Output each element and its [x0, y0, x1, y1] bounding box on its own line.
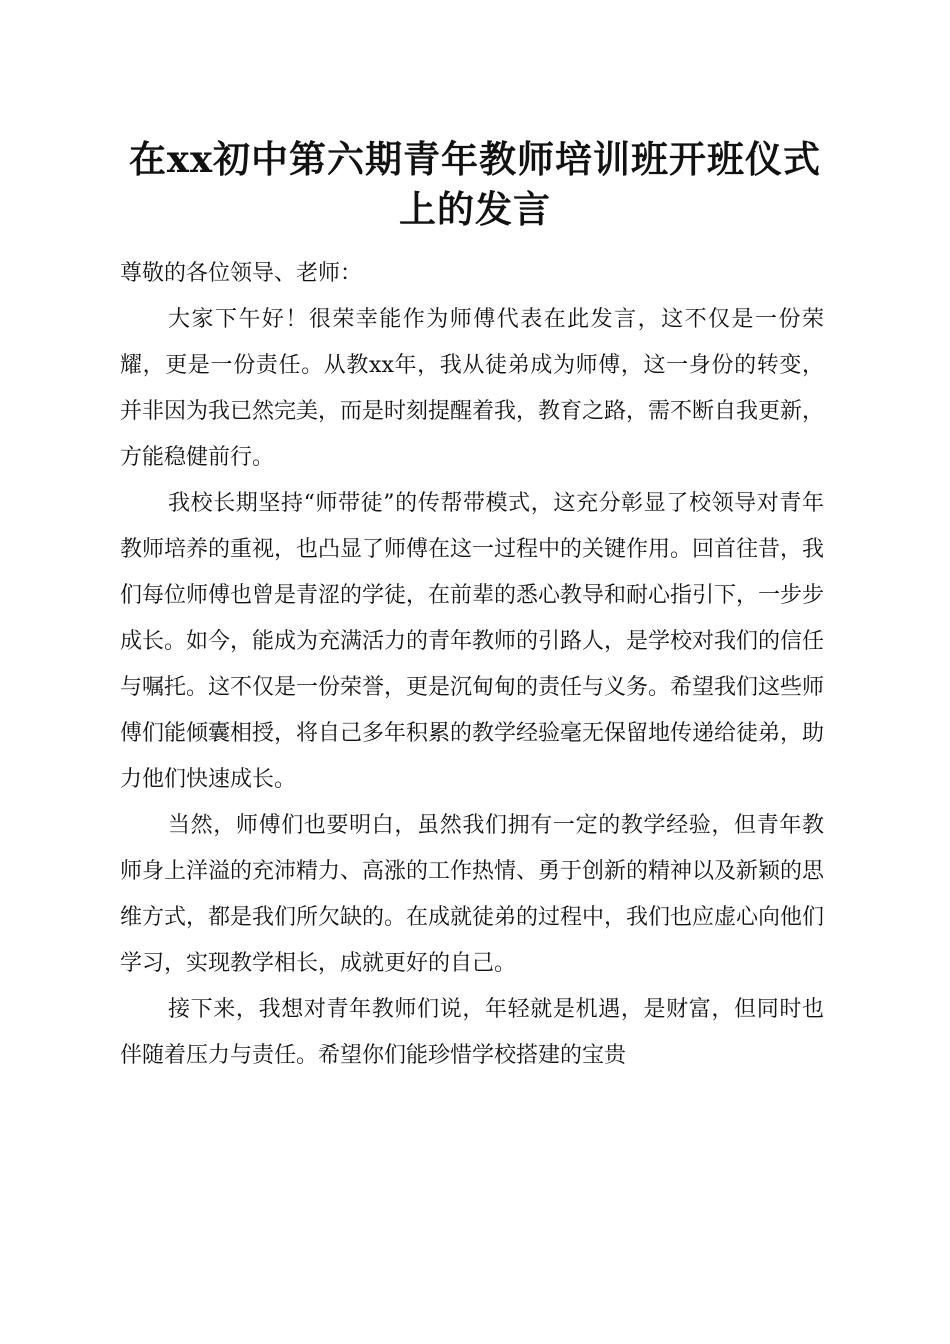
- paragraph-1: 大家下午好！很荣幸能作为师傅代表在此发言，这不仅是一份荣耀，更是一份责任。从教xx年，我从徒弟成为师傅，这一身份的转变，并非因为我已然完美，而是时刻提醒着我，教育之路，需不断自我更新，方能稳健前行。: [120, 307, 825, 470]
- document-body: [120, 251, 824, 1079]
- salutation: 尊敬的各位领导、老师：: [120, 261, 363, 286]
- paragraph-3: 当然，师傅们也要明白，虽然我们拥有一定的教学经验，但青年教师身上洋溢的充沛精力、高涨的工作热情、勇于创新的精神以及新颖的思维方式，都是我们所欠缺的。在成就徒弟的过程中，我们也应虚心向他们学习，实现教学相长，成就更好的自己。: [120, 813, 825, 976]
- paragraph-4: 接下来，我想对青年教师们说，年轻就是机遇，是财富，但同时也伴随着压力与责任。希望你们能珍惜学校搭建的宝贵: [120, 997, 824, 1068]
- document-title: 在xx初中第六期青年教师培训班开班仪式上的发言: [128, 137, 822, 231]
- paragraph-2: 我校长期坚持“师带徒”的传帮带模式，这充分彰显了校领导对青年教师培养的重视，也凸显了师傅在这一过程中的关键作用。回首往昔，我们每位师傅也曾是青涩的学徒，在前辈的悉心教导和耐心指引下，一步步成长。如今，能成为充满活力的青年教师的引路人，是学校对我们的信任与嘱托。这不仅是一份荣誉，更是沉甸甸的责任与义务。希望我们这些师傅们能倾囊相授，将自己多年积累的教学经验毫无保留地传递给徒弟，助力他们快速成长。: [120, 491, 825, 792]
